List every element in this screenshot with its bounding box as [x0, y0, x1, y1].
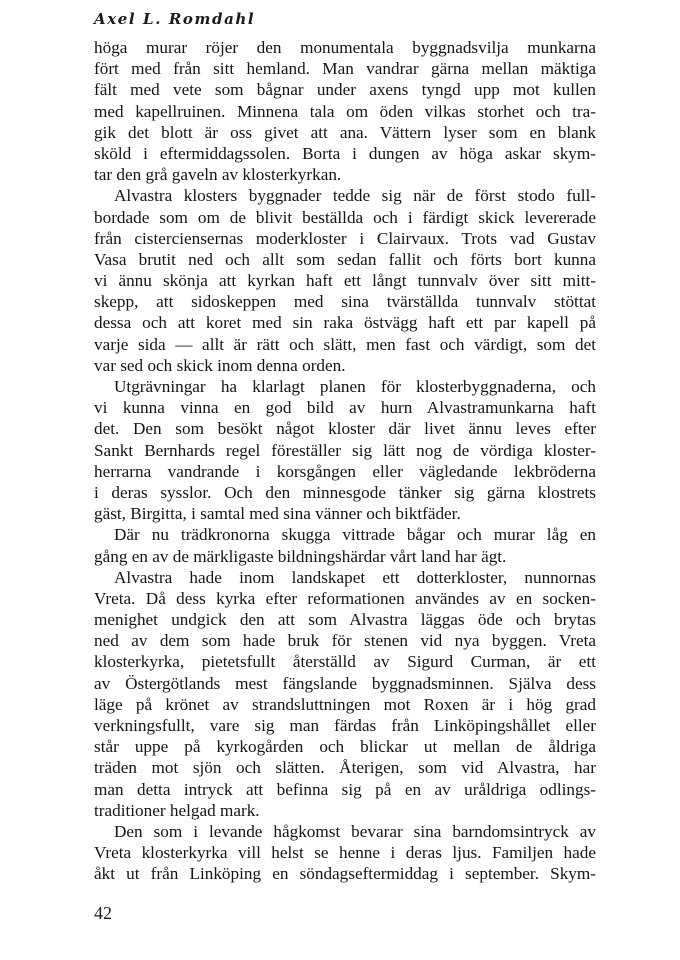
text-line: träden mot sjön och slätten. Återigen, som vid Alvastra, har: [94, 758, 596, 778]
paragraph: [94, 567, 596, 821]
body-text: [94, 37, 596, 885]
text-line: skepp, att sidoskeppen med sina tvärställda tunnvalv stöttat: [94, 292, 596, 312]
paragraph: [94, 821, 596, 885]
text-line: traditioner helgad mark.: [94, 800, 260, 820]
text-line: Sankt Bernhards regel föreställer sig lätt nog de vördiga kloster-: [94, 440, 596, 460]
paragraph: [94, 376, 596, 524]
text-line: Vreta klosterkyrka vill helst se henne i deras ljus. Familjen hade: [94, 843, 596, 863]
text-line: gik det blott är oss givet att ana. Vättern lyser som en blank: [94, 122, 596, 142]
text-line: vi kunna vinna en god bild av hurn Alvastramunkarna haft: [94, 398, 596, 418]
text-line: fält med vete som bågnar under axens tyngd upp mot kullen: [94, 80, 596, 100]
text-line: Alvastra hade inom landskapet ett dotterkloster, nunnornas: [114, 567, 596, 587]
text-line: Vasa brutit ned och allt som sedan fallit och förts bort kunna: [94, 249, 596, 269]
text-line: vi ännu skönja att kyrkan haft ett långt tunnvalv över sitt mitt-: [94, 271, 596, 291]
text-line: verkningsfullt, vare sig man färdas från Linköpingshållet eller: [94, 716, 596, 735]
paragraph: [94, 524, 596, 566]
text-line: Den som i levande hågkomst bevarar sina barndomsintryck av: [114, 821, 596, 841]
text-line: var sed och skick inom denna orden.: [94, 355, 346, 375]
text-line: Alvastra klosters byggnader tedde sig när de först stodo full-: [114, 186, 596, 206]
text-line: höga murar röjer den monumentala byggnadsvilja munkarna: [94, 38, 596, 57]
paragraph: [94, 37, 596, 185]
text-line: åkt ut från Linköping en söndagseftermiddag i september. Skym-: [94, 864, 596, 884]
text-line: bordade som om de blivit beställda och i färdigt skick levererade: [94, 207, 596, 227]
text-line: gång en av de märkligaste bildningshärdar vårt land har ägt.: [94, 546, 507, 566]
paragraph: [94, 185, 596, 376]
text-line: fört med från sitt hemland. Man vandrar gärna mellan mäktiga: [94, 59, 596, 79]
text-line: tar den grå gaveln av klosterkyrkan.: [94, 165, 342, 185]
text-line: menighet undgick den att som Alvastra läggas öde och brytas: [94, 610, 596, 630]
page-number: 42: [94, 903, 112, 923]
text-line: med kapellruinen. Minnena tala om öden vilkas storhet och tra-: [94, 101, 596, 121]
text-line: klosterkyrka, pietetsfullt återställd av Sigurd Curman, är ett: [94, 652, 596, 672]
text-line: sköld i eftermiddagssolen. Borta i dungen av höga askar skym-: [94, 143, 596, 163]
text-line: av Östergötlands mest fängslande byggnadsminnen. Själva dess: [94, 673, 596, 693]
text-line: gäst, Birgitta, i samtal med sina vänner och biktfäder.: [94, 504, 461, 524]
text-line: man detta intryck att befinna sig på en av uråldriga odlings-: [94, 779, 596, 799]
text-line: Där nu trädkronorna skugga vittrade bågar och murar låg en: [114, 525, 596, 545]
text-line: från cisterciensernas moderkloster i Clairvaux. Trots vad Gustav: [94, 228, 596, 248]
text-line: dessa och att koret med sin raka östvägg haft ett par kapell på: [94, 313, 596, 333]
text-line: Utgrävningar ha klarlagt planen för klosterbyggnaderna, och: [114, 377, 596, 396]
text-line: står uppe på kyrkogården och blickar ut mellan de åldriga: [94, 737, 596, 757]
text-line: herrarna vandrande i korsgången eller vägledande lekbröderna: [94, 461, 596, 481]
text-line: det. Den som besökt något kloster där livet ännu leves efter: [94, 419, 596, 439]
text-line: ned av dem som hade bruk för stenen vid nya byggen. Vreta: [94, 631, 596, 651]
text-line: Vreta. Då dess kyrka efter reformationen användes av en socken-: [94, 588, 596, 608]
running-head: Axel L. Romdahl: [94, 10, 256, 28]
text-line: varje sida — allt är rätt och slätt, men fast och värdigt, som det: [94, 334, 596, 354]
text-line: läge på krönet av strandsluttningen mot Roxen är i hög grad: [94, 694, 596, 714]
text-line: i deras sysslor. Och den minnesgode tänker sig gärna klostrets: [94, 482, 596, 502]
